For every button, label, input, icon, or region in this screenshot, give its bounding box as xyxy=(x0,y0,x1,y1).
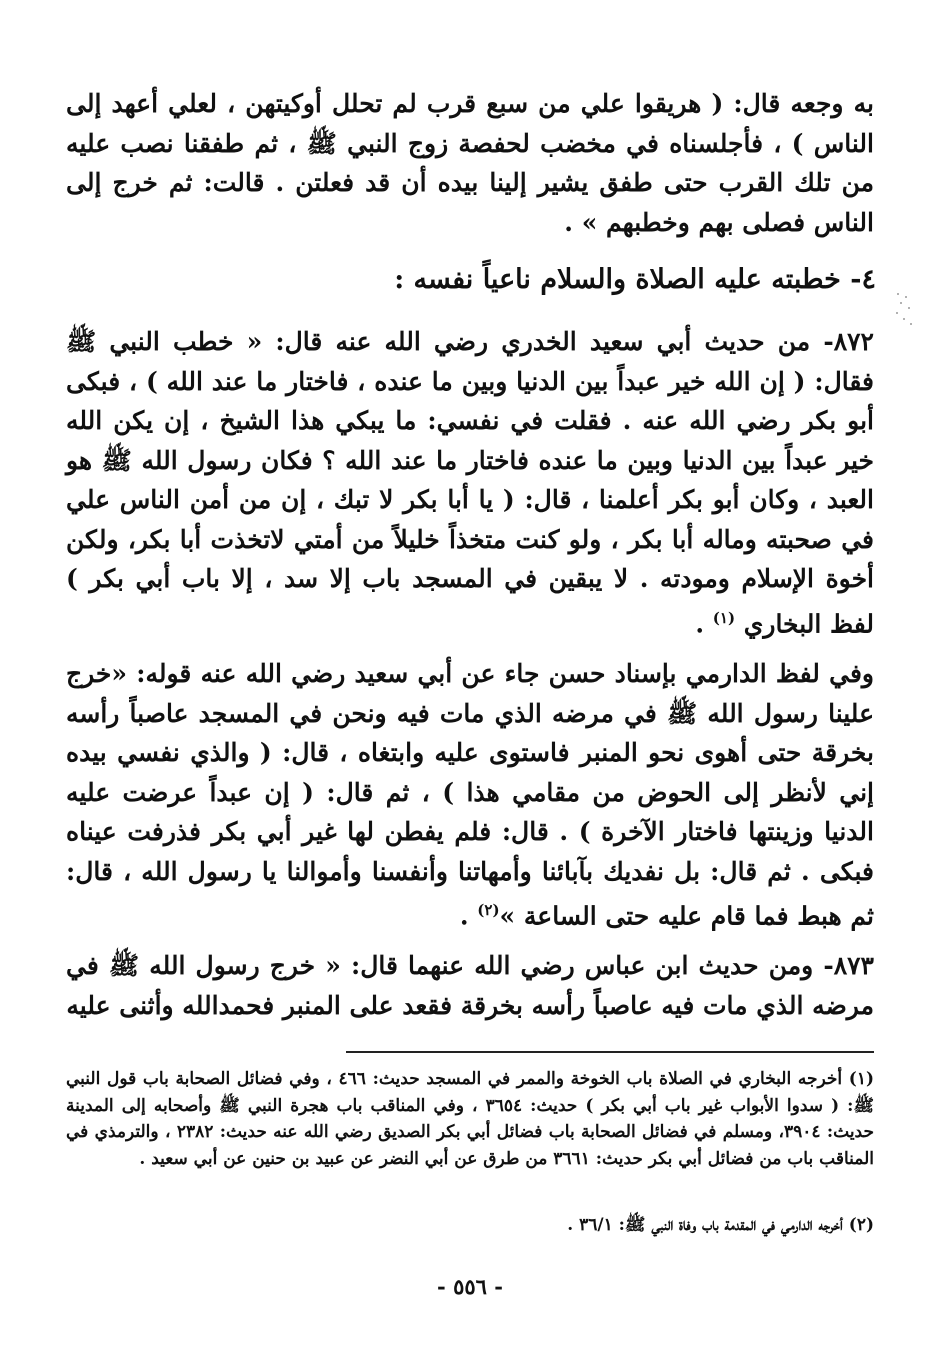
section-heading: ٤- خطبته عليه الصلاة والسلام ناعياً نفسه : xyxy=(394,264,876,295)
page-number: - ٥٥٦ - xyxy=(437,1274,503,1299)
body-paragraph-1: به وجعه قال: ( هريقوا علي من سبع قرب لم تحلل أوكيتهن ، لعلي أعهد إلى الناس ) ، فأجلسناه في مخضب لحفصة زوج النبي ﷺ ، ثم طفقنا نصب عليه من تلك القرب حتى طفق يشير إلينا بيده أن قد فعلتن . قالت: ثم خرج إلى الناس فصلى بهم وخطبهم » . xyxy=(66,89,874,237)
footnote-divider xyxy=(346,1051,874,1053)
darimi-version-text: وفي لفظ الدارمي بإسناد حسن جاء عن أبي سعيد رضي الله عنه قوله: «خرج علينا رسول الله ﷺ في مرضه الذي مات فيه ونحن في المسجد عاصباً رأسه بخرقة حتى أهوى نحو المنبر فاستوى عليه وابتغاه ، قال: ( والذي نفسي بيده إني لأنظر إلى الحوض من مقامي هذا ) ، ثم قال: ( إن عبداً عرضت عليه الدنيا وزينتها فاختار الآخرة ) . قال: فلم يفطن لها غير أبي بكر فذرفت عيناه فبكى . ثم قال: بل نفديك بآبائنا وأمهاتنا وأنفسنا وأموالنا يا رسول الله ، قال: ثم هبط فما قام عليه حتى الساعة » xyxy=(66,659,874,931)
footnote-ref-2: (٢) xyxy=(477,901,500,919)
hadith-872-text: ٨٧٢- من حديث أبي سعيد الخدري رضي الله عنه قال: « خطب النبي ﷺ فقال: ( إن الله خير عبداً بين الدنيا وبين ما عنده ، فاختار ما عند الله ) ، فبكى أبو بكر رضي الله عنه . فقلت في نفسي: ما يبكي هذا الشيخ ، إن يكن الله خير عبداً بين الدنيا وبين ما عنده فاختار ما عند الله ؟ فكان رسول الله ﷺ هو العبد ، وكان أبو بكر أعلمنا ، قال: ( يا أبا بكر لا تبك ، إن من أمن الناس علي في صحبته وماله أبا بكر ، ولو كنت متخذاً خليلاً من أمتي لاتخذت أبا بكر، ولكن أخوة الإسلام ومودته . لا يبقين في المسجد باب إلا سد ، إلا باب أبي بكر ) لفظ البخاري xyxy=(66,327,874,638)
hadith-872-paragraph: ٨٧٢- من حديث أبي سعيد الخدري رضي الله عنه قال: « خطب النبي ﷺ فقال: ( إن الله خير عبداً بين الدنيا وبين ما عنده ، فاختار ما عند الله ) ، فبكى أبو بكر رضي الله عنه . فقلت في نفسي: ما يبكي هذا الشيخ ، إن يكن الله خير عبداً بين الدنيا وبين ما عنده فاختار ما عند الله ؟ فكان رسول الله ﷺ هو العبد ، وكان أبو بكر أعلمنا ، قال: ( يا أبا بكر لا تبك ، إن من أمن الناس علي في صحبته وماله أبا بكر ، ولو كنت متخذاً خليلاً من أمتي لاتخذت أبا بكر، ولكن أخوة الإسلام ومودته . لا يبقين في المسجد باب إلا سد ، إلا باب أبي بكر ) لفظ البخاري $^{(١)}$ . xyxy=(66,327,874,638)
scan-speckle xyxy=(893,290,915,330)
hadith-873-paragraph: ٨٧٣- ومن حديث ابن عباس رضي الله عنهما قال: « خرج رسول الله ﷺ في مرضه الذي مات فيه عاصباً رأسه بخرقة فقعد على المنبر فحمدالله وأثنى عليه xyxy=(66,951,874,1020)
darimi-version-paragraph: وفي لفظ الدارمي بإسناد حسن جاء عن أبي سعيد رضي الله عنه قوله: «خرج علينا رسول الله ﷺ في مرضه الذي مات فيه ونحن في المسجد عاصباً رأسه بخرقة حتى أهوى نحو المنبر فاستوى عليه وابتغاه ، قال: ( والذي نفسي بيده إني لأنظر إلى الحوض من مقامي هذا ) ، ثم قال: ( إن عبداً عرضت عليه الدنيا وزينتها فاختار الآخرة ) . قال: فلم يفطن لها غير أبي بكر فذرفت عيناه فبكى . ثم قال: بل نفديك بآبائنا وأمهاتنا وأنفسنا وأموالنا يا رسول الله ، قال: ثم هبط فما قام عليه حتى الساعة »$^{(٢)}$ . xyxy=(66,659,874,931)
footnote-ref-1: (١) xyxy=(712,608,736,627)
footnote-2: (٢) أخرجه الدارمي في المقدمة باب وفاة النبي ﷺ: ٣٦/١ . xyxy=(567,1215,874,1235)
footnote-1: (١) أخرجه البخاري في الصلاة باب الخوخة والممر في المسجد حديث: ٤٦٦ ، وفي فضائل الصحابة باب قول النبي ﷺ: ( سدوا الأبواب غير باب أبي بكر ) حديث: ٣٦٥٤ ، وفي المناقب باب هجرة النبي ﷺ وأصحابه إلى المدينة حديث: ٣٩٠٤، ومسلم في فضائل الصحابة باب فضائل أبي بكر الصديق رضي الله عنه حديث: ٢٣٨٢ ، والترمذي في المناقب باب من فضائل أبي بكر حديث: ٣٦٦١ من طرق عن أبي النضر عن عبيد بن حنين عن أبي سعيد . xyxy=(66,1069,875,1169)
